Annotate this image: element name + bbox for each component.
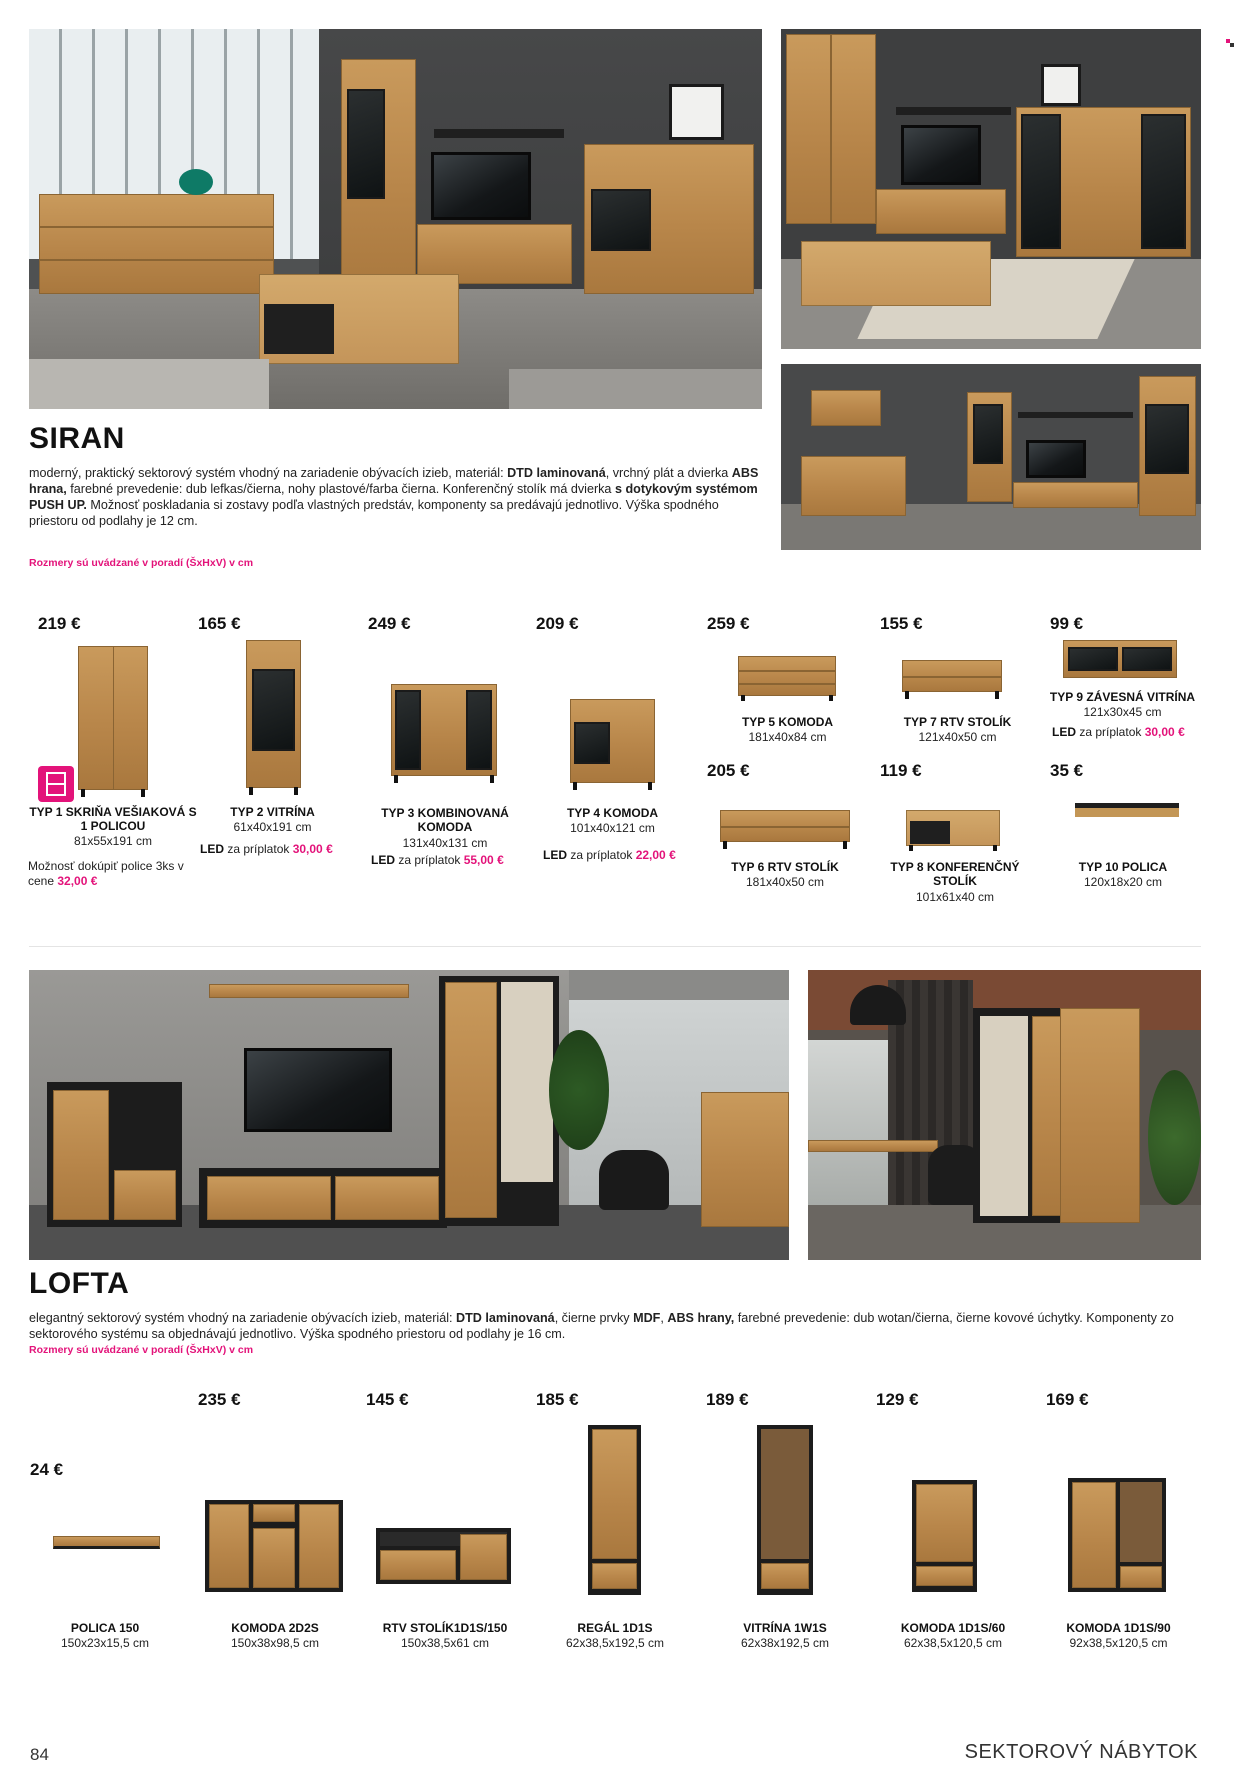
siran-typ1-name: TYP 1 SKRIŇA VEŠIAKOVÁ S 1 POLICOU	[29, 805, 197, 833]
siran-typ3-price: 249 €	[368, 614, 411, 633]
siran-typ6-name: TYP 6 RTV STOLÍK	[731, 860, 839, 874]
lofta-description: elegantný sektorový systém vhodný na zariadenie obývacích izieb, materiál: DTD laminovaná, čierne prvky MDF, ABS hrany, farebné prevedenie: dub wotan/čierna, čierne kovové úchytky. Komponenty zo sektorového systému sa objednávajú jednotlivo. Výška spodného priestoru od podlahy je 16 cm.	[29, 1311, 1174, 1341]
lofta-rtv-name: RTV STOLÍK1D1S/150	[382, 1621, 508, 1635]
siran-typ2-image	[246, 640, 301, 788]
siran-photo-3	[781, 364, 1201, 550]
siran-typ10-price: 35 €	[1050, 761, 1084, 780]
page-number: 84	[30, 1745, 49, 1764]
siran-typ4-image	[570, 699, 655, 783]
lofta-regal-image	[588, 1425, 641, 1595]
siran-typ1-image	[78, 646, 148, 790]
siran-typ4-name: TYP 4 KOMODA	[566, 806, 659, 820]
lofta-komoda90-name: KOMODA 1D1S/90	[1066, 1621, 1171, 1635]
lofta-rtv-price: 145 €	[366, 1390, 409, 1409]
lofta-komoda2d2s-name: KOMODA 2D2S	[231, 1621, 319, 1635]
siran-typ8-dims: 101x61x40 cm	[915, 890, 995, 904]
siran-typ8-price: 119 €	[880, 761, 922, 780]
siran-typ10-dims: 120x18x20 cm	[1083, 875, 1163, 889]
siran-typ6-image	[720, 810, 850, 842]
lofta-vitrina-image	[757, 1425, 813, 1595]
siran-main-photo	[29, 29, 762, 409]
siran-photo-2	[781, 29, 1201, 349]
lofta-vitrina-name: VITRÍNA 1W1S	[743, 1621, 827, 1635]
lofta-komoda2d2s-image	[205, 1500, 343, 1592]
siran-typ1-dims: 81x55x191 cm	[73, 834, 153, 848]
lofta-vitrina-dims: 62x38x192,5 cm	[740, 1636, 830, 1650]
lofta-main-photo	[29, 970, 789, 1260]
siran-typ9-name: TYP 9 ZÁVESNÁ VITRÍNA	[1049, 690, 1196, 704]
siran-typ9-led: LED za príplatok 30,00 €	[1052, 725, 1185, 739]
lofta-rtv-image	[376, 1528, 511, 1584]
lofta-photo-2	[808, 970, 1201, 1260]
siran-typ1-shelf-badge	[38, 766, 74, 802]
siran-typ5-image	[738, 656, 836, 696]
siran-typ6-price: 205 €	[707, 761, 750, 780]
siran-typ4-dims: 101x40x121 cm	[570, 821, 655, 835]
siran-typ8-image	[906, 810, 1000, 846]
siran-typ1-extra: Možnosť dokúpiť police 3ks v cene 32,00 €	[28, 859, 184, 888]
siran-typ5-dims: 181x40x84 cm	[748, 730, 827, 744]
section-divider	[29, 946, 1201, 947]
lofta-komoda90-price: 169 €	[1046, 1390, 1089, 1409]
siran-typ3-image	[391, 684, 497, 776]
lofta-regal-dims: 62x38,5x192,5 cm	[565, 1636, 665, 1650]
section-footer-title: SEKTOROVÝ NÁBYTOK	[964, 1741, 1198, 1763]
siran-typ3-name: TYP 3 KOMBINOVANÁ KOMODA	[381, 806, 509, 834]
siran-title: SIRAN	[29, 422, 125, 455]
siran-typ3-dims: 131x40x131 cm	[402, 836, 488, 850]
siran-description: moderný, praktický sektorový systém vhodný na zariadenie obývacích izieb, materiál: DTD laminovaná, vrchný plát a dvierka ABS hrana, farebné prevedenie: dub lefkas/čierna, nohy plastové/farba čierna. Konferenčný stolík má dvierka s dotykovým systémom PUSH UP. Možnosť poskladania si zostavy podľa vlastných predstáv, komponenty sa predávajú jednotlivo. Výška spodného priestoru od podlahy je 12 cm.	[29, 466, 759, 528]
siran-typ5-name: TYP 5 KOMODA	[741, 715, 834, 729]
lofta-polica-image	[53, 1536, 160, 1549]
shelf-badge-icon	[38, 766, 74, 802]
siran-typ7-price: 155 €	[880, 614, 923, 633]
siran-typ7-name: TYP 7 RTV STOLÍK	[903, 715, 1012, 729]
siran-typ2-dims: 61x40x191 cm	[233, 820, 312, 834]
siran-typ4-led: LED za príplatok 22,00 €	[543, 848, 676, 862]
siran-typ7-image	[902, 660, 1002, 692]
lofta-polica-price: 24 €	[30, 1460, 64, 1479]
siran-dimension-note: Rozmery sú uvádzané v poradí (ŠxHxV) v cm	[29, 557, 254, 569]
siran-typ8-name: TYP 8 KONFERENČNÝ STOLÍK	[890, 860, 1020, 888]
lofta-regal-price: 185 €	[536, 1390, 579, 1409]
lofta-komoda60-dims: 62x38,5x120,5 cm	[903, 1636, 1003, 1650]
lofta-komoda90-dims: 92x38,5x120,5 cm	[1069, 1636, 1168, 1650]
siran-typ9-image	[1063, 640, 1177, 678]
siran-typ2-name: TYP 2 VITRÍNA	[230, 805, 315, 819]
siran-typ5-price: 259 €	[707, 614, 750, 633]
lofta-komoda2d2s-dims: 150x38x98,5 cm	[230, 1636, 320, 1650]
lofta-title: LOFTA	[29, 1267, 130, 1300]
lofta-rtv-dims: 150x38,5x61 cm	[400, 1636, 490, 1650]
lofta-vitrina-price: 189 €	[706, 1390, 749, 1409]
logo-icon	[1226, 39, 1234, 47]
lofta-polica-name: POLICA 150	[70, 1621, 140, 1635]
lofta-komoda60-image	[912, 1480, 977, 1592]
lofta-regal-name: REGÁL 1D1S	[577, 1621, 653, 1635]
lofta-komoda2d2s-price: 235 €	[198, 1390, 241, 1409]
siran-typ10-name: TYP 10 POLICA	[1078, 860, 1168, 874]
siran-typ3-led: LED za príplatok 55,00 €	[371, 853, 504, 867]
siran-typ2-price: 165 €	[198, 614, 241, 633]
lofta-komoda60-price: 129 €	[876, 1390, 919, 1409]
siran-typ9-price: 99 €	[1050, 614, 1084, 633]
siran-typ9-dims: 121x30x45 cm	[1083, 705, 1162, 719]
brand-logo	[1226, 34, 1234, 42]
siran-typ6-dims: 181x40x50 cm	[745, 875, 825, 889]
lofta-polica-dims: 150x23x15,5 cm	[60, 1636, 150, 1650]
siran-typ2-led: LED za príplatok 30,00 €	[200, 842, 333, 856]
siran-typ7-dims: 121x40x50 cm	[918, 730, 997, 744]
lofta-dimension-note: Rozmery sú uvádzané v poradí (ŠxHxV) v cm	[29, 1344, 254, 1356]
siran-typ1-price: 219 €	[38, 614, 81, 633]
lofta-komoda90-image	[1068, 1478, 1166, 1592]
siran-typ10-image	[1075, 803, 1179, 817]
siran-typ4-price: 209 €	[536, 614, 579, 633]
lofta-komoda60-name: KOMODA 1D1S/60	[900, 1621, 1006, 1635]
